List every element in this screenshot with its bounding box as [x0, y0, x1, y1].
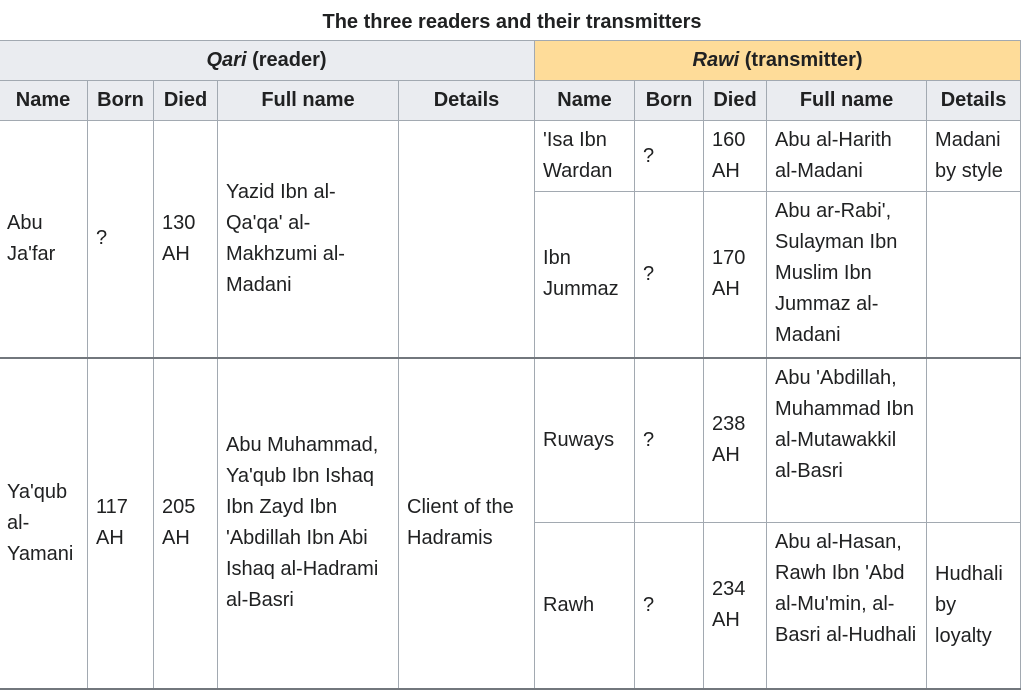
reader-born: 117 AH — [88, 358, 154, 689]
reader-name: Ya'qub al-Yamani — [0, 358, 88, 689]
col-header-rawi-details: Details — [927, 81, 1021, 121]
transmitter-full-name: Abu al-Harith al-Madani — [767, 121, 927, 192]
col-header-rawi-born: Born — [635, 81, 704, 121]
transmitter-born: ? — [635, 523, 704, 689]
transmitter-name: 'Isa Ibn Wardan — [535, 121, 635, 192]
col-header-rawi-full-name: Full name — [767, 81, 927, 121]
transmitter-died: 238 AH — [704, 358, 767, 523]
col-header-rawi-died: Died — [704, 81, 767, 121]
reader-full-name: Yazid Ibn al-Qa'qa' al-Makhzumi al-Madani — [218, 121, 399, 358]
reader-born: ? — [88, 121, 154, 358]
transmitter-full-name: Abu ar-Rabi', Sulayman Ibn Muslim Ibn Jummaz al-Madani — [767, 192, 927, 358]
table-row — [0, 358, 1021, 523]
transmitter-born: ? — [635, 121, 704, 192]
rawi-group-header: Rawi (transmitter) — [535, 41, 1021, 81]
col-header-born: Born — [88, 81, 154, 121]
reader-full-name: Abu Muhammad, Ya'qub Ibn Ishaq Ibn Zayd Ibn 'Abdillah Ibn Abi Ishaq al-Hadrami al-Basri — [218, 358, 399, 689]
transmitter-born: ? — [635, 358, 704, 523]
transmitter-full-name: Abu 'Abdillah, Muhammad Ibn al-Mutawakkil al-Basri — [767, 358, 927, 523]
col-header-full-name: Full name — [218, 81, 399, 121]
col-header-died: Died — [154, 81, 218, 121]
transmitter-full-name: Abu al-Hasan, Rawh Ibn 'Abd al-Mu'min, al-Basri al-Hudhali — [767, 523, 927, 689]
col-header-details: Details — [399, 81, 535, 121]
transmitter-born: ? — [635, 192, 704, 358]
transmitter-details: Hudhali by loyalty — [927, 523, 1021, 689]
transmitter-details — [927, 192, 1021, 358]
transmitter-details — [927, 358, 1021, 523]
reader-died: 205 AH — [154, 358, 218, 689]
readers-table — [0, 40, 1021, 690]
reader-details: Client of the Hadramis — [399, 358, 535, 689]
transmitter-died: 170 AH — [704, 192, 767, 358]
table-row — [0, 121, 1021, 192]
transmitter-name: Ruways — [535, 358, 635, 523]
transmitter-name: Ibn Jummaz — [535, 192, 635, 358]
reader-died: 130 AH — [154, 121, 218, 358]
transmitter-died: 160 AH — [704, 121, 767, 192]
transmitter-died: 234 AH — [704, 523, 767, 689]
transmitter-name: Rawh — [535, 523, 635, 689]
transmitter-details: Madani by style — [927, 121, 1021, 192]
table-caption: The three readers and their transmitters — [322, 11, 702, 33]
qari-group-header: Qari (reader) — [0, 41, 535, 81]
reader-name: Abu Ja'far — [0, 121, 88, 358]
reader-details — [399, 121, 535, 358]
col-header-rawi-name: Name — [535, 81, 635, 121]
col-header-name: Name — [0, 81, 88, 121]
